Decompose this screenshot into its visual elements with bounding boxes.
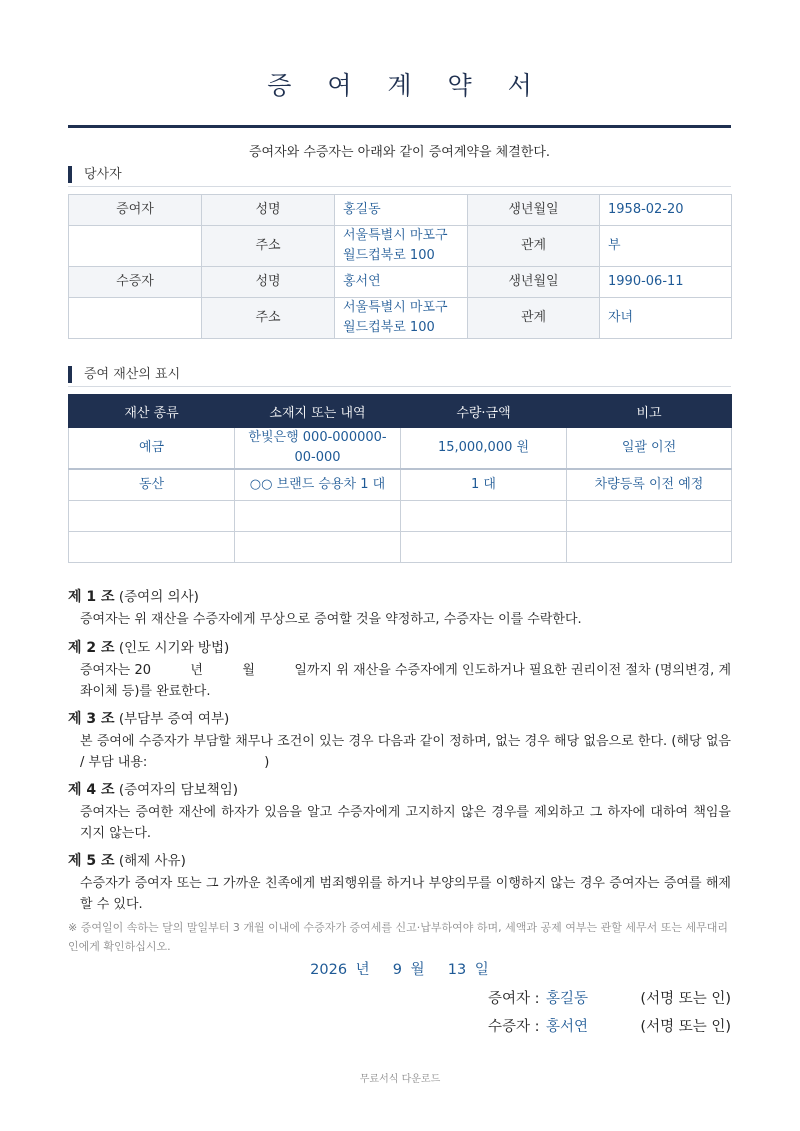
article-title: (부담부 증여 여부)	[118, 711, 230, 727]
address-label: 주소	[202, 298, 335, 339]
table-row	[69, 501, 732, 532]
article-number: 제 1 조	[68, 589, 115, 605]
column-header: 수량·금액	[401, 395, 567, 428]
table-row	[69, 195, 732, 226]
name-label: 성명	[202, 195, 335, 226]
document-title: 증 여 계 약 서	[267, 71, 546, 100]
article-title: (증여의 의사)	[118, 589, 199, 605]
address-line: 월드컵북로 100	[343, 320, 435, 335]
table-row	[69, 226, 732, 267]
intro-text: 증여자와 수증자는 아래와 같이 증여계약을 체결한다.	[248, 145, 551, 160]
column-header: 소재지 또는 내역	[235, 395, 401, 428]
detail-line: 00-000	[294, 450, 341, 465]
donee-address	[335, 298, 468, 339]
article-body: 수증자가 증여자 또는 그 가까운 친족에게 범죄행위를 하거나 부양의무를 이행하지 않는 경우 증여자는 증여를 해제할 수 있다.	[80, 876, 731, 912]
article-body: 본 증여에 수증자가 부담할 채무나 조건이 있는 경우 다음과 같이 정하며, 없는 경우 해당 없음으로 한다. (해당 없음 / 부담 내용: )	[80, 734, 731, 770]
donee-birth: 1990-06-11	[600, 267, 732, 298]
donor-relation: 부	[600, 226, 732, 267]
asset-amount: 15,000,000 원	[401, 428, 567, 470]
asset-note: 차량등록 이전 예정	[567, 469, 732, 501]
article-body: 증여자는 위 재산을 수증자에게 무상으로 증여할 것을 약정하고, 수증자는 이를 수락한다.	[80, 612, 582, 627]
seal-placeholder: (서명 또는 인)	[640, 1019, 731, 1035]
donee-name: 홍서연	[335, 267, 468, 298]
article-heading	[68, 585, 731, 606]
table-row	[69, 532, 732, 563]
article-heading	[68, 849, 731, 870]
signer-label: 증여자 :	[488, 991, 540, 1007]
section-title: 당사자	[84, 167, 122, 182]
column-header: 비고	[567, 395, 732, 428]
donee-role: 수증자	[69, 267, 202, 298]
parties-table	[68, 194, 732, 339]
assets-table	[68, 394, 732, 563]
signer-name: 홍서연	[546, 1019, 589, 1035]
donor-birth: 1958-02-20	[600, 195, 732, 226]
table-row	[69, 298, 732, 339]
article-heading	[68, 636, 731, 657]
article-heading	[68, 707, 731, 728]
donee-relation: 자녀	[600, 298, 732, 339]
empty-cell	[69, 532, 235, 563]
birth-label: 생년월일	[468, 195, 600, 226]
donor-address	[335, 226, 468, 267]
asset-detail	[235, 428, 401, 470]
article-heading	[68, 778, 731, 799]
table-row	[69, 428, 732, 470]
section-parties	[68, 166, 731, 187]
relation-label: 관계	[468, 298, 600, 339]
address-line: 서울특별시 마포구	[343, 300, 448, 315]
article-body: 증여자는 증여한 재산에 하자가 있음을 알고 수증자에게 고지하지 않은 경우를 제외하고 그 하자에 대하여 책임을 지지 않는다.	[80, 805, 731, 841]
asset-detail: ○○ 브랜드 승용차 1 대	[235, 469, 401, 501]
title-divider	[68, 125, 731, 128]
article-2	[68, 636, 731, 702]
empty-cell	[235, 501, 401, 532]
article-number: 제 4 조	[68, 782, 115, 798]
asset-amount: 1 대	[401, 469, 567, 501]
table-row	[69, 469, 732, 501]
article-4	[68, 778, 731, 844]
address-label: 주소	[202, 226, 335, 267]
section-title: 증여 재산의 표시	[84, 367, 181, 382]
empty-cell	[401, 501, 567, 532]
article-title: (증여자의 담보책임)	[118, 782, 238, 798]
article-title: (해제 사유)	[118, 853, 186, 869]
empty-cell	[69, 226, 202, 267]
donor-role: 증여자	[69, 195, 202, 226]
article-3	[68, 707, 731, 773]
donor-name: 홍길동	[335, 195, 468, 226]
address-line: 월드컵북로 100	[343, 248, 435, 263]
signer-label: 수증자 :	[488, 1019, 540, 1035]
article-body: 증여자는 20 년 월 일까지 위 재산을 수증자에게 인도하거나 필요한 권리이전 절차 (명의변경, 계좌이체 등)를 완료한다.	[80, 663, 731, 699]
name-label: 성명	[202, 267, 335, 298]
empty-cell	[69, 298, 202, 339]
section-assets	[68, 366, 731, 387]
empty-cell	[69, 501, 235, 532]
article-number: 제 3 조	[68, 711, 115, 727]
article-1	[68, 585, 731, 630]
section-marker	[68, 166, 72, 183]
asset-type: 예금	[69, 428, 235, 470]
empty-cell	[567, 501, 732, 532]
section-marker	[68, 366, 72, 383]
footer-text: 무료서식 다운로드	[359, 1074, 441, 1085]
birth-label: 생년월일	[468, 267, 600, 298]
signer-name: 홍길동	[546, 991, 589, 1007]
empty-cell	[567, 532, 732, 563]
article-number: 제 2 조	[68, 640, 115, 656]
article-5	[68, 849, 731, 915]
table-header-row	[69, 395, 732, 428]
tax-notice: ※ 증여일이 속하는 달의 말일부터 3 개월 이내에 수증자가 증여세를 신고·납부하여야 하며, 세액과 공제 여부는 관할 세무서 또는 세무대리인에게 확인하십시오.	[68, 921, 728, 953]
address-line: 서울특별시 마포구	[343, 228, 448, 243]
article-title: (인도 시기와 방법)	[118, 640, 230, 656]
asset-type: 동산	[69, 469, 235, 501]
contract-date: 2026 년 9 월 13 일	[310, 962, 489, 978]
table-row	[69, 267, 732, 298]
asset-note: 일괄 이전	[567, 428, 732, 470]
article-number: 제 5 조	[68, 853, 115, 869]
column-header: 재산 종류	[69, 395, 235, 428]
empty-cell	[235, 532, 401, 563]
relation-label: 관계	[468, 226, 600, 267]
seal-placeholder: (서명 또는 인)	[640, 991, 731, 1007]
empty-cell	[401, 532, 567, 563]
detail-line: 한빛은행 000-000000-	[248, 430, 387, 445]
